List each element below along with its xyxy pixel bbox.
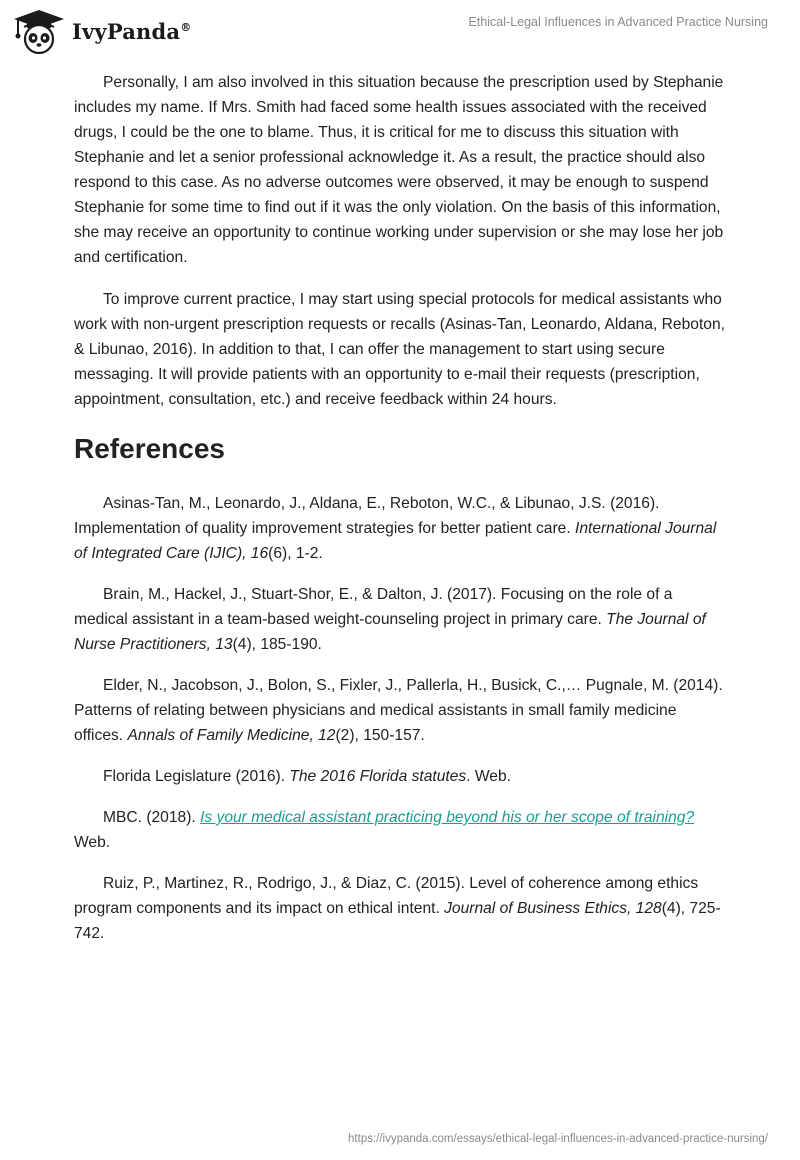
reference-item: Elder, N., Jacobson, J., Bolon, S., Fixler, J., Pallerla, H., Busick, C.,… Pugnale, M. (2014). Patterns of relating between physicians and medical assistants in small family medicine offices. Annals of Family Medicine, 12(2), 150-157. [74,677,723,744]
reference-item: Florida Legislature (2016). The 2016 Florida statutes. Web. [103,768,511,785]
brand-name: IvyPanda® [72,18,192,44]
brand-logo[interactable] [12,8,191,54]
panda-graduate-icon [12,8,66,54]
document-body [74,70,728,962]
reference-item: Ruiz, P., Martinez, R., Rodrigo, J., & Diaz, C. (2015). Level of coherence among ethics program components and its impact on ethical intent. Journal of Business Ethics, 128(4), 725-742. [74,875,721,942]
reference-link[interactable]: Is your medical assistant practicing beyond his or her scope of training? [200,809,695,826]
footer-url: https://ivypanda.com/essays/ethical-legal-influences-in-advanced-practice-nursing/ [348,1133,768,1145]
references-heading: References [74,433,225,464]
document-title: Ethical-Legal Influences in Advanced Practice Nursing [468,15,768,29]
reference-item: Asinas-Tan, M., Leonardo, J., Aldana, E., Reboton, W.C., & Libunao, J.S. (2016). Implementation of quality improvement strategies for better patient care. International Journal of Integrated Care (IJIC), 16(6), 1-2. [74,495,717,562]
page-header [0,0,800,64]
body-paragraph: Personally, I am also involved in this situation because the prescription used by Stephanie includes my name. If Mrs. Smith had faced some health issues associated with the received drugs, I could be the one to blame. Thus, it is critical for me to discuss this situation with Stephanie and let a senior professional acknowledge it. As a result, the practice should also respond to this case. As no adverse outcomes were observed, it may be enough to suspend Stephanie for some time to find out if it was the only violation. On the basis of this information, she may receive an opportunity to continue working under supervision or she may lose her job and certification. [74,74,724,266]
reference-item: MBC. (2018). Is your medical assistant practicing beyond his or her scope of training? Web. [74,809,695,851]
reference-item: Brain, M., Hackel, J., Stuart-Shor, E., & Dalton, J. (2017). Focusing on the role of a medical assistant in a team-based weight-counseling project in primary care. The Journal of Nurse Practitioners, 13(4), 185-190. [74,586,706,653]
registered-mark: ® [180,20,192,34]
body-paragraph: To improve current practice, I may start using special protocols for medical assistants who work with non-urgent prescription requests or recalls (Asinas-Tan, Leonardo, Aldana, Reboton, & Libunao, 2016). In addition to that, I can offer the management to start using secure messaging. It will provide patients with an opportunity to e-mail their requests (prescription, appointment, consultation, etc.) and receive feedback within 24 hours. [74,291,725,408]
